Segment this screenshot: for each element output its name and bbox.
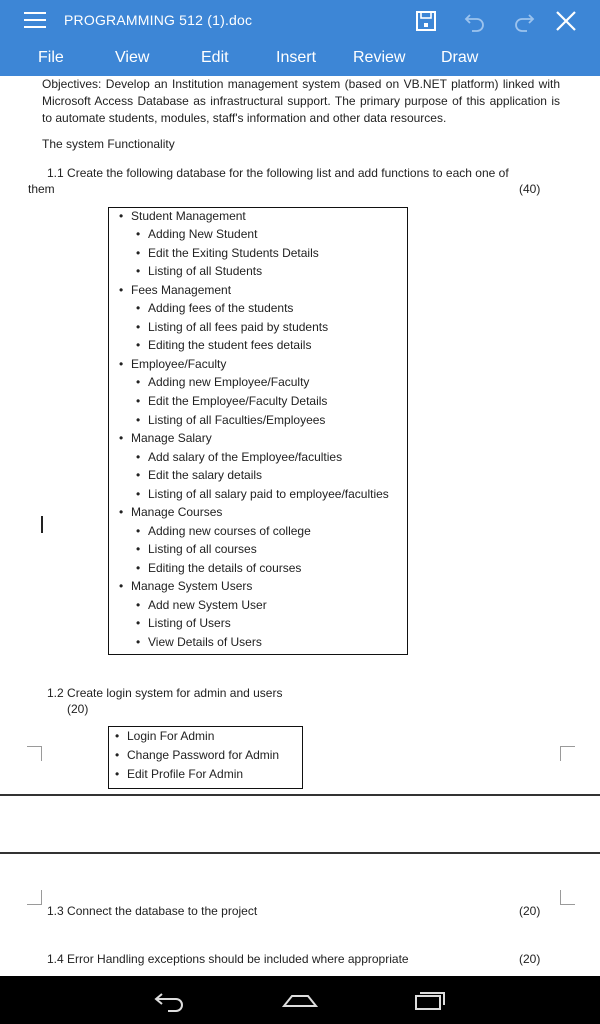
module-item: • Add salary of the Employee/faculties bbox=[148, 450, 342, 464]
module-item: • Adding New Student bbox=[148, 227, 257, 241]
module-item: • Edit the Employee/Faculty Details bbox=[148, 394, 327, 408]
save-icon[interactable] bbox=[413, 8, 439, 34]
module-item: • View Details of Users bbox=[148, 635, 262, 649]
q1-2-line bbox=[47, 685, 282, 702]
module-title: • Fees Management bbox=[131, 283, 231, 297]
module-item: • Adding fees of the students bbox=[148, 301, 293, 315]
login-item: • Login For Admin bbox=[127, 729, 214, 743]
q1-3-text: Connect the database to the project bbox=[67, 904, 258, 918]
objectives-paragraph: Objectives: Develop an Institution management system (based on VB.NET platform) linked with Microsoft Access Database as infrastructural support. The primary purpose of this application is to automate students, modules, staff's information and other data resources. bbox=[42, 77, 560, 125]
q1-2-marks: (20) bbox=[67, 702, 89, 716]
undo-icon[interactable] bbox=[462, 8, 488, 34]
module-title: • Manage Courses bbox=[131, 505, 222, 519]
document-title: PROGRAMMING 512 (1).doc bbox=[64, 12, 253, 28]
module-item: • Listing of all salary paid to employee/faculties bbox=[148, 487, 389, 501]
module-item: • Adding new Employee/Faculty bbox=[148, 375, 309, 389]
q1-1-line bbox=[47, 165, 509, 182]
menu-insert[interactable]: Insert bbox=[276, 49, 317, 66]
q1-4-line bbox=[47, 951, 409, 968]
q1-4-number: 1.4 bbox=[47, 952, 64, 966]
q1-4-text: Error Handling exceptions should be included where appropriate bbox=[67, 952, 409, 966]
menu-review[interactable]: Review bbox=[353, 49, 406, 66]
app-bar bbox=[0, 0, 600, 76]
redo-icon[interactable] bbox=[511, 8, 537, 34]
margin-corner-mark bbox=[27, 746, 42, 761]
menu-edit[interactable]: Edit bbox=[201, 49, 229, 66]
module-item: • Editing the student fees details bbox=[148, 338, 311, 352]
q1-3-number: 1.3 bbox=[47, 904, 64, 918]
back-icon[interactable] bbox=[150, 986, 190, 1014]
menu-file[interactable]: File bbox=[38, 49, 64, 66]
q1-3-marks: (20) bbox=[519, 904, 541, 918]
recents-icon[interactable] bbox=[410, 986, 450, 1014]
module-item: • Listing of all Faculties/Employees bbox=[148, 413, 325, 427]
menu-draw[interactable]: Draw bbox=[441, 49, 479, 66]
module-title: • Manage System Users bbox=[131, 579, 252, 593]
login-box bbox=[108, 726, 303, 789]
module-item: • Edit the salary details bbox=[148, 468, 262, 482]
login-item: • Change Password for Admin bbox=[127, 748, 279, 762]
module-title: • Employee/Faculty bbox=[131, 357, 226, 371]
margin-corner-mark bbox=[560, 890, 575, 905]
module-item: • Listing of all fees paid by students bbox=[148, 320, 328, 334]
module-title: • Student Management bbox=[131, 209, 246, 223]
module-item: • Editing the details of courses bbox=[148, 561, 301, 575]
q1-1-text: Create the following database for the following list and add functions to each one of bbox=[67, 166, 509, 180]
section-heading: The system Functionality bbox=[42, 137, 175, 151]
margin-corner-mark bbox=[27, 890, 42, 905]
module-item: • Listing of all Students bbox=[148, 264, 262, 278]
q1-4-marks: (20) bbox=[519, 952, 541, 966]
page-break-line bbox=[0, 794, 600, 796]
module-title: • Manage Salary bbox=[131, 431, 212, 445]
module-item: • Edit the Exiting Students Details bbox=[148, 246, 319, 260]
module-item: • Adding new courses of college bbox=[148, 524, 311, 538]
menu-bar bbox=[0, 40, 600, 76]
q1-2-number: 1.2 bbox=[47, 686, 64, 700]
system-nav-bar bbox=[0, 976, 600, 1024]
home-icon[interactable] bbox=[280, 986, 320, 1014]
q1-2-text: Create login system for admin and users bbox=[67, 686, 283, 700]
module-item: • Add new System User bbox=[148, 598, 267, 612]
menu-icon[interactable] bbox=[24, 12, 46, 28]
q1-1-continuation: them bbox=[28, 182, 55, 196]
q1-1-marks: (40) bbox=[519, 182, 541, 196]
module-item: • Listing of Users bbox=[148, 616, 231, 630]
document-page[interactable] bbox=[0, 76, 600, 976]
text-cursor bbox=[41, 516, 43, 533]
page-break-line bbox=[0, 852, 600, 854]
close-icon[interactable] bbox=[553, 8, 579, 34]
q1-3-line bbox=[47, 903, 257, 920]
menu-view[interactable]: View bbox=[115, 49, 150, 66]
title-bar bbox=[0, 0, 600, 40]
q1-1-number: 1.1 bbox=[47, 166, 64, 180]
modules-box bbox=[108, 207, 408, 655]
module-item: • Listing of all courses bbox=[148, 542, 257, 556]
page-gap bbox=[0, 797, 600, 854]
login-item: • Edit Profile For Admin bbox=[127, 767, 243, 781]
margin-corner-mark bbox=[560, 746, 575, 761]
